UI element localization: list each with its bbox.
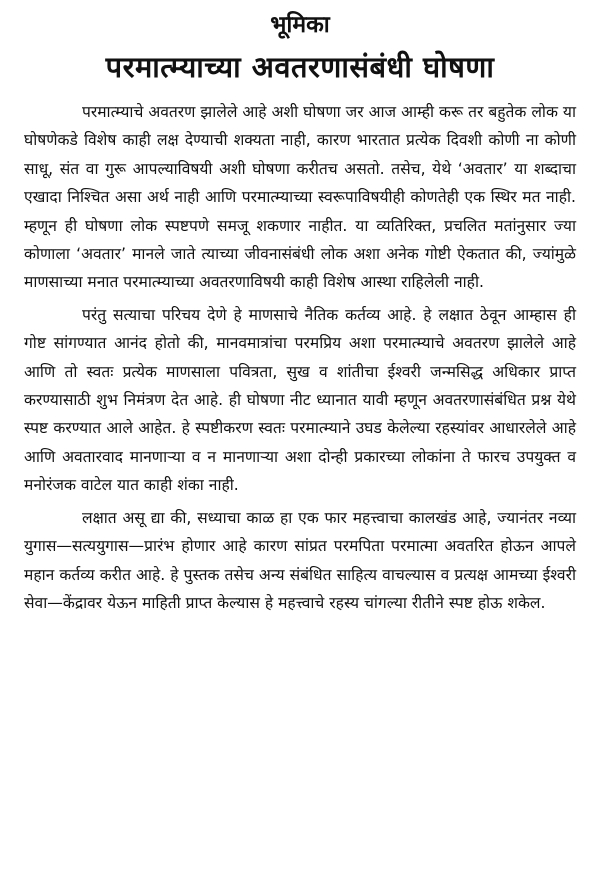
paragraph-1: परमात्म्याचे अवतरण झालेले आहे अशी घोषणा जर आज आम्ही करू तर बहुतेक लोक या घोषणेकडे विशेष काही लक्ष देण्याची शक्यता नाही, कारण भारतात प्रत्येक दिवशी कोणी ना कोणी साधू, संत वा गुरू आपल्याविषयी अशी घोषणा करीतच असतो. तसेच, येथे ‘अवतार’ या शब्दाचा एखादा निश्चित असा अर्थ नाही आणि परमात्म्याच्या स्वरूपाविषयीही कोणतेही एक स्थिर मत नाही. म्हणून ही घोषणा लोक स्पष्टपणे समजू शकणार नाहीत. या व्यतिरिक्त, प्रचलित मतांनुसार ज्या कोणाला ‘अवतार’ मानले जाते त्याच्या जीवनासंबंधी लोक अशा अनेक गोष्टी ऐकतात की, ज्यांमुळे माणसाच्या मनात परमात्म्याच्या अवतरणाविषयी काही विशेष आस्था राहिलेली नाही. — [24, 103, 576, 292]
paragraph-3: लक्षात असू द्या की, सध्याचा काळ हा एक फार महत्त्वाचा कालखंड आहे, ज्यानंतर नव्या युगास—सत्ययुगास—प्रारंभ होणार आहे कारण सांप्रत परमपिता परमात्मा अवतरित होऊन आपले महान कर्तव्य करीत आहे. हे पुस्तक तसेच अन्य संबंधित साहित्य वाचल्यास व प्रत्यक्ष आमच्या ईश्वरी सेवा—केंद्रावर येऊन माहिती प्राप्त केल्यास हे महत्त्वाचे रहस्य चांगल्या रीतीने स्पष्ट होऊ शकेल. — [24, 508, 576, 612]
page-title: परमात्म्याच्या अवतरणासंबंधी घोषणा — [105, 50, 495, 84]
section-heading: भूमिका — [270, 12, 330, 38]
paragraph-2: परंतु सत्याचा परिचय देणे हे माणसाचे नैतिक कर्तव्य आहे. हे लक्षात ठेवून आम्हास ही गोष्ट सांगण्यात आनंद होतो की, मानवमात्रांचा परमप्रिय अशा परमात्म्याचे अवतरण झालेले आहे आणि तो स्वतः प्रत्येक माणसाला पवित्रता, सुख व शांतीचा ईश्वरी जन्मसिद्ध अधिकार प्राप्त करण्यासाठी शुभ निमंत्रण देत आहे. ही घोषणा नीट ध्यानात यावी म्हणून अवतरणासंबंधित प्रश्न येथे स्पष्ट करण्यात आले आहेत. हे स्पष्टीकरण स्वतः परमात्म्याने उघड केलेल्या रहस्यांवर आधारलेले आहे आणि अवतारवाद मानणाऱ्या व न मानणाऱ्या अशा दोन्ही प्रकारच्या लोकांना ते फारच उपयुक्त व मनोरंजक वाटेल यात काही शंका नाही. — [24, 305, 576, 495]
